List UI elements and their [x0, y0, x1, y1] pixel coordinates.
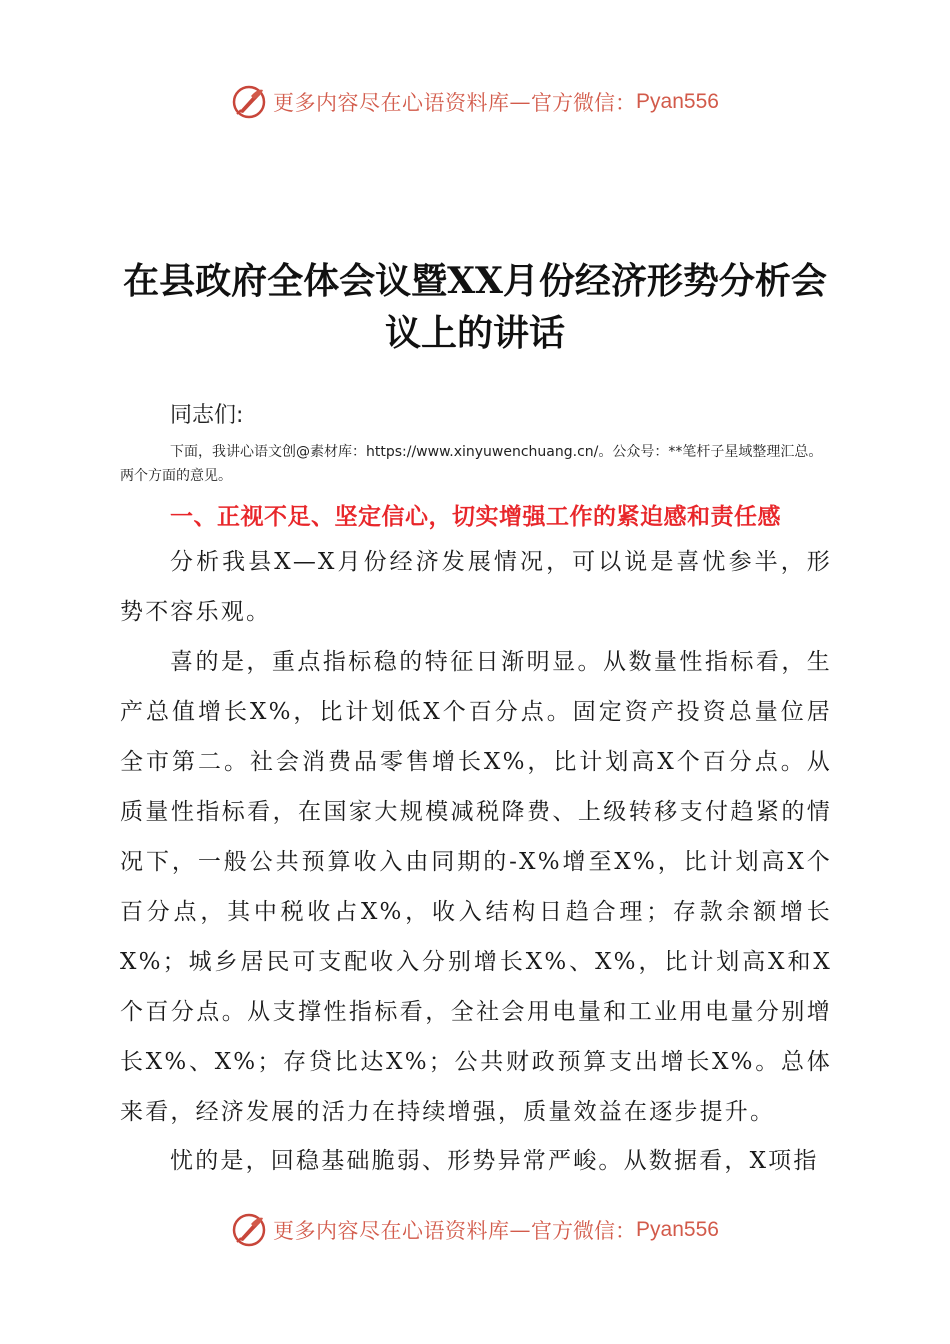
banner-wechat-id: Pyan556 — [636, 90, 719, 113]
title-line-1: 在县政府全体会议暨XX月份经济形势分析会 — [123, 260, 827, 302]
paragraph-3: 忧的是，回稳基础脆弱、形势异常严峻。从数据看，X项指 — [170, 1148, 819, 1174]
banner-text: 更多内容尽在心语资料库 — [273, 91, 510, 115]
banner-dash: — — [509, 1218, 532, 1242]
section-heading-1: 一、正视不足、坚定信心，切实增强工作的紧迫感和责任感 — [170, 504, 781, 530]
banner-dash: — — [509, 90, 532, 114]
banner-text: 更多内容尽在心语资料库 — [273, 1219, 510, 1243]
footer-banner — [0, 1210, 950, 1250]
title-line-2: 议上的讲话 — [384, 312, 565, 354]
paragraph-1: 分析我县X—X月份经济发展情况，可以说是喜忧参半，形势不容乐观。 — [120, 549, 832, 625]
paragraph-2: 喜的是，重点指标稳的特征日渐明显。从数量性指标看，生产总值增长X%，比计划低X个百分点。固定资产投资总量位居全市第二。社会消费品零售增长X%，比计划高X个百分点。从质量性指标看，在国家大规模减税降费、上级转移支付趋紧的情况下，一般公共预算收入由同期的-X%增至X%，比计划高X个百分点，其中税收占X%，收入结构日趋合理；存款余额增长X%；城乡居民可支配收入分别增长X%、X%，比计划高X和X个百分点。从支撑性指标看，全社会用电量和工业用电量分别增长X%、X%；存贷比达X%；公共财政预算支出增长X%。总体来看，经济发展的活力在持续增强，质量效益在逐步提升。 — [120, 649, 832, 1125]
document-title — [100, 255, 850, 359]
quill-logo-icon — [231, 84, 267, 120]
banner-wechat-id: Pyan556 — [636, 1218, 719, 1241]
intro-note: 下面，我讲心语文创@素材库：https://www.xinyuwenchuang.cn/。公众号：**笔杆子星域整理汇总。两个方面的意见。 — [120, 444, 823, 484]
header-banner — [0, 82, 950, 122]
banner-subtext: 官方微信： — [531, 91, 637, 115]
greeting: 同志们: — [170, 403, 244, 428]
banner-subtext: 官方微信： — [531, 1219, 637, 1243]
quill-logo-icon — [231, 1212, 267, 1248]
